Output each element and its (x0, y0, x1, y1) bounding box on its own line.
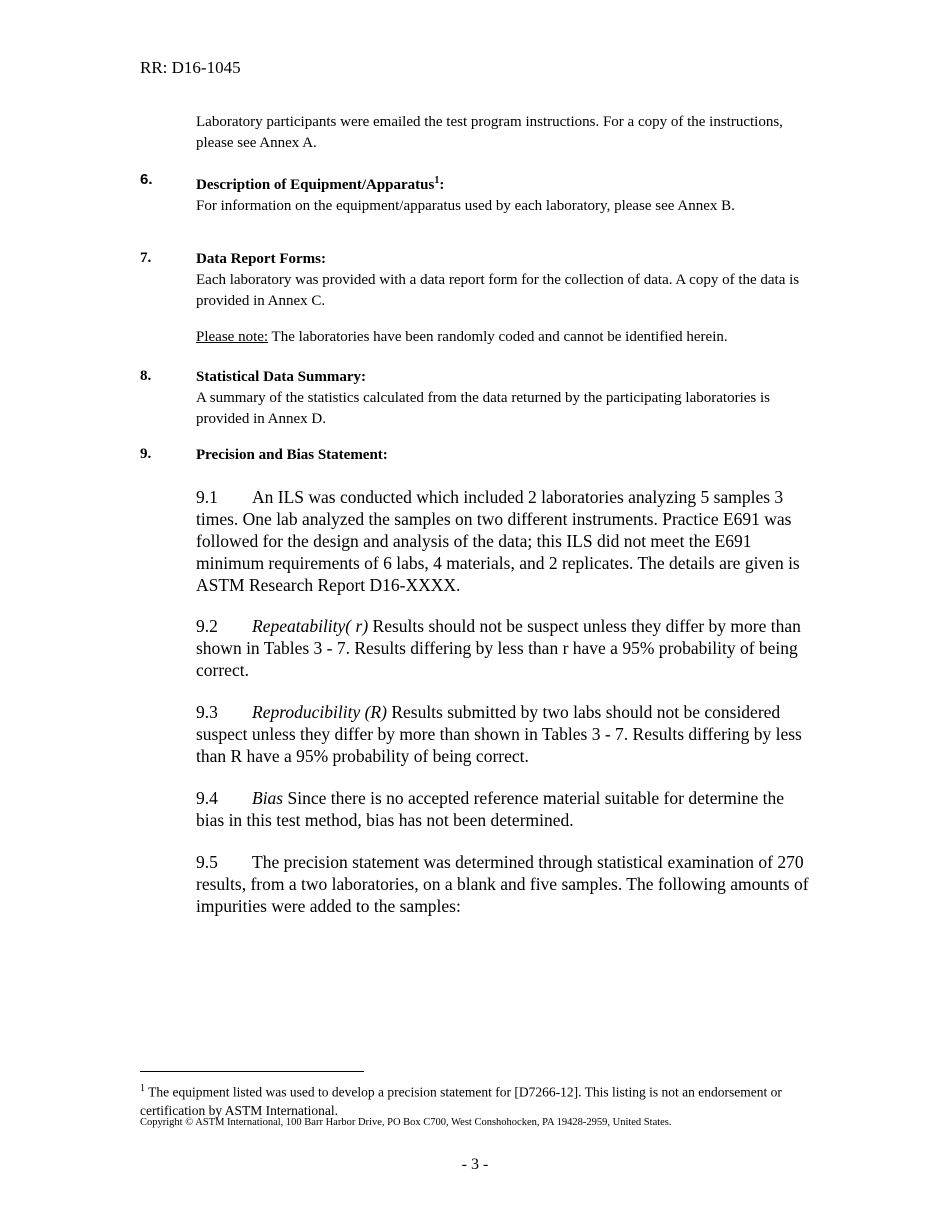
please-note-text: The laboratories have been randomly coded and cannot be identified herein. (268, 329, 728, 345)
section-8-title: Statistical Data Summary: (196, 369, 366, 385)
page-number: - 3 - (461, 1156, 489, 1173)
section-9-number: 9. (140, 446, 152, 462)
subsection-number: 9.4 (196, 788, 218, 808)
section-6 (196, 170, 816, 217)
section-7-body: Each laboratory was provided with a data report form for the collection of data. A copy of the data is provided in Annex C. (196, 272, 800, 309)
subsection-lead: Reproducibility (R) (252, 702, 387, 722)
subsection-lead: Repeatability( r) (252, 616, 369, 636)
section-6-body: For information on the equipment/apparatus used by each laboratory, please see Annex B. (196, 198, 735, 214)
please-note (196, 327, 816, 348)
intro-paragraph: Laboratory participants were emailed the test program instructions. For a copy of the instructions, please see Annex A. (196, 114, 783, 151)
subsection-text: Since there is no accepted reference material suitable for determine the bias in this test method, bias has not been determined. (196, 788, 785, 830)
copyright-notice: Copyright © ASTM International, 100 Barr Harbor Drive, PO Box C700, West Conshohocken, PA 19428-2959, United States. (140, 1117, 672, 1128)
footnote (140, 1080, 820, 1120)
section-7 (196, 249, 816, 312)
footnote-divider (140, 1071, 364, 1072)
section-9-title: Precision and Bias Statement: (196, 447, 388, 463)
subsection-lead: Bias (252, 788, 284, 808)
subsection-number: 9.2 (196, 616, 218, 636)
subsection-number: 9.5 (196, 852, 218, 872)
footnote-text: The equipment listed was used to develop a precision statement for [D7266-12]. This listing is not an endorsement or certification by ASTM International. (140, 1084, 782, 1118)
section-7-title: Data Report Forms: (196, 251, 326, 267)
subsection-number: 9.1 (196, 487, 218, 507)
subsection-text: Results should not be suspect unless they differ by more than shown in Tables 3 - 7. Results differing by less than r have a 95% probability of being correct. (196, 616, 801, 680)
subsection-9-3 (196, 701, 816, 767)
section-8 (196, 367, 816, 430)
section-8-number: 8. (140, 368, 152, 384)
subsection-number: 9.3 (196, 702, 218, 722)
subsection-9-4 (196, 787, 816, 831)
subsection-9-5 (196, 851, 816, 917)
subsection-text: The precision statement was determined through statistical examination of 270 results, from a two laboratories, on a blank and five samples. The following amounts of impurities were added to the samples: (196, 852, 809, 916)
subsection-9-2 (196, 615, 816, 681)
please-note-label: Please note: (196, 329, 269, 345)
section-7-number: 7. (140, 250, 152, 266)
subsection-text: Results submitted by two labs should not be considered suspect unless they differ by more than shown in Tables 3 - 7. Results differing by less than R have a 95% probability of being correct. (196, 702, 802, 766)
section-6-number: 6. (140, 171, 153, 188)
section-8-body: A summary of the statistics calculated from the data returned by the participating laboratories is provided in Annex D. (196, 390, 770, 427)
section-6-title: Description of Equipment/Apparatus$^1$: (196, 175, 445, 193)
footnote-ref: 1 (434, 175, 440, 186)
subsection-9-1 (196, 486, 816, 596)
subsection-text: An ILS was conducted which included 2 laboratories analyzing 5 samples 3 times. One lab analyzed the samples on two different instruments. Practice E691 was followed for the design and analysis of the data; this ILS did not meet the E691 minimum requirements of 6 labs, 4 materials, and 2 replicates. The details are given is ASTM Research Report D16-XXXX. (196, 487, 800, 595)
footnote-marker: 1 (140, 1083, 145, 1094)
report-id-header: RR: D16-1045 (140, 58, 241, 77)
